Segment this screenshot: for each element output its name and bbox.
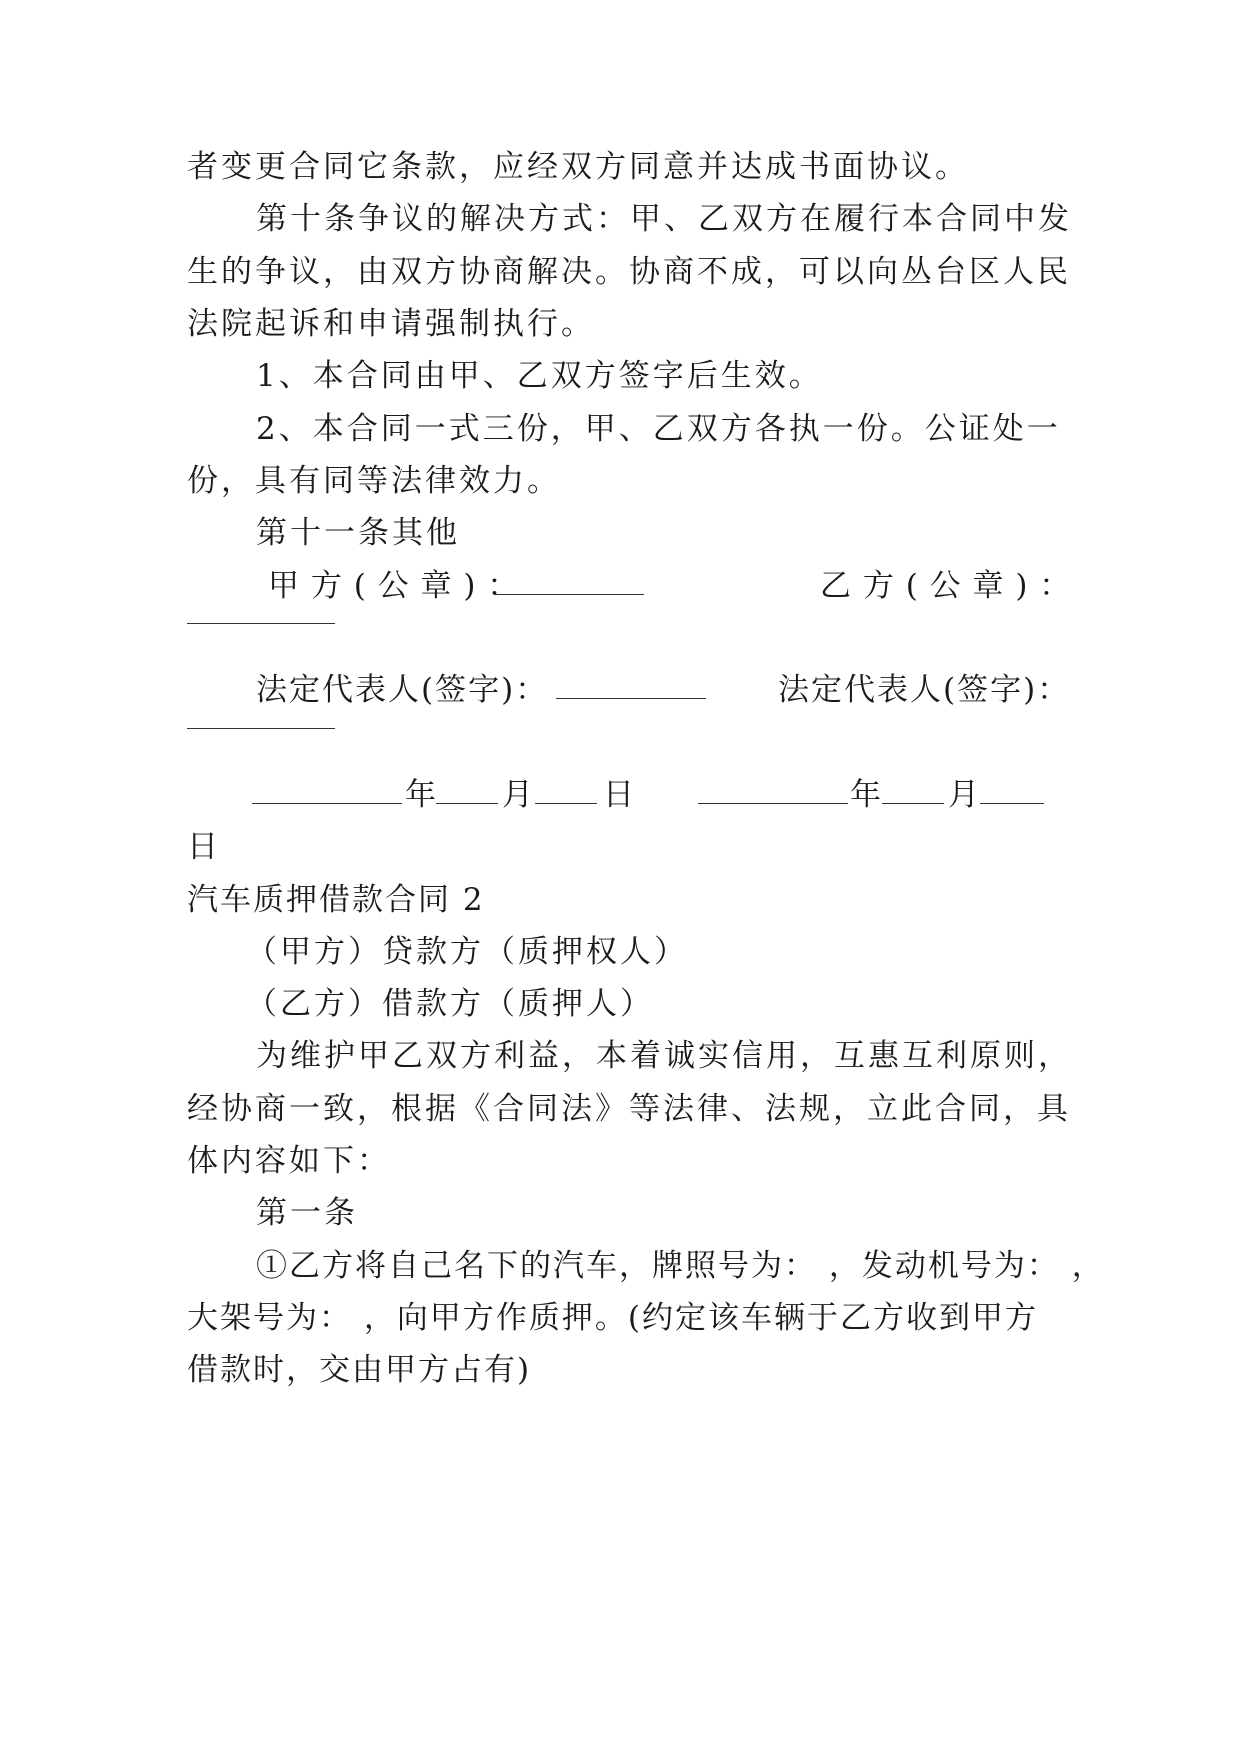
article-11-heading: 第十一条其他 — [256, 515, 460, 551]
preamble-line-2: 经协商一致，根据《合同法》等法律、法规，立此合同，具 — [187, 1091, 1071, 1127]
rep-a-blank — [556, 670, 706, 699]
article-10-line-1: 第十条争议的解决方式：甲、乙双方在履行本合同中发 — [256, 201, 1072, 237]
date-a-day-blank — [535, 775, 597, 804]
date-a-year-blank — [252, 775, 402, 804]
article-1-clause-1-line-1: ①乙方将自己名下的汽车，牌照号为： ，发动机号为： ， — [256, 1248, 1105, 1284]
article-10-line-2: 生的争议，由双方协商解决。协商不成，可以向丛台区人民 — [187, 254, 1071, 290]
article-1-heading: 第一条 — [256, 1195, 358, 1231]
preamble-line-3: 体内容如下： — [187, 1143, 391, 1179]
preamble-line-1: 为维护甲乙双方利益，本着诚实信用，互惠互利原则， — [256, 1038, 1072, 1074]
date-b-year-label: 年 — [850, 777, 884, 813]
date-a-year-label: 年 — [405, 777, 439, 813]
date-b-month-label: 月 — [948, 777, 982, 813]
rep-b-label: 法定代表人(签字)： — [778, 672, 1071, 708]
article-1-clause-1-line-2: 大架号为： ，向甲方作质押。(约定该车辆于乙方收到甲方 — [187, 1300, 1038, 1336]
borrower-line: （乙方）借款方（质押人） — [246, 986, 654, 1022]
article-10-line-3: 法院起诉和申请强制执行。 — [187, 306, 595, 342]
date-b-year-blank — [698, 775, 848, 804]
party-a-seal-label: 甲 方 ( 公 章 ) ： — [268, 568, 520, 604]
contract-2-title: 汽车质押借款合同 2 — [187, 882, 485, 918]
clause-1-line: 1、本合同由甲、乙双方签字后生效。 — [256, 358, 823, 394]
lender-line: （甲方）贷款方（质押权人） — [246, 934, 688, 970]
article-1-clause-1-line-3: 借款时，交由甲方占有) — [187, 1352, 532, 1388]
clause-2-line-2: 份，具有同等法律效力。 — [187, 463, 561, 499]
date-a-month-blank — [436, 775, 498, 804]
date-b-day-blank — [980, 775, 1044, 804]
party-b-seal-label: 乙 方 ( 公 章 ) ： — [820, 568, 1072, 604]
date-a-month-label: 月 — [502, 777, 536, 813]
date-a-day-label: 日 — [603, 777, 637, 813]
party-b-seal-blank — [187, 622, 335, 624]
paragraph-line: 者变更合同它条款，应经双方同意并达成书面协议。 — [187, 149, 969, 185]
party-a-seal-blank — [494, 566, 644, 595]
date-b-month-blank — [882, 775, 944, 804]
date-b-day-label: 日 — [187, 829, 221, 865]
rep-b-blank — [187, 727, 335, 729]
rep-a-label: 法定代表人(签字)： — [256, 672, 549, 708]
clause-2-line-1: 2、本合同一式三份，甲、乙双方各执一份。公证处一 — [256, 411, 1061, 447]
